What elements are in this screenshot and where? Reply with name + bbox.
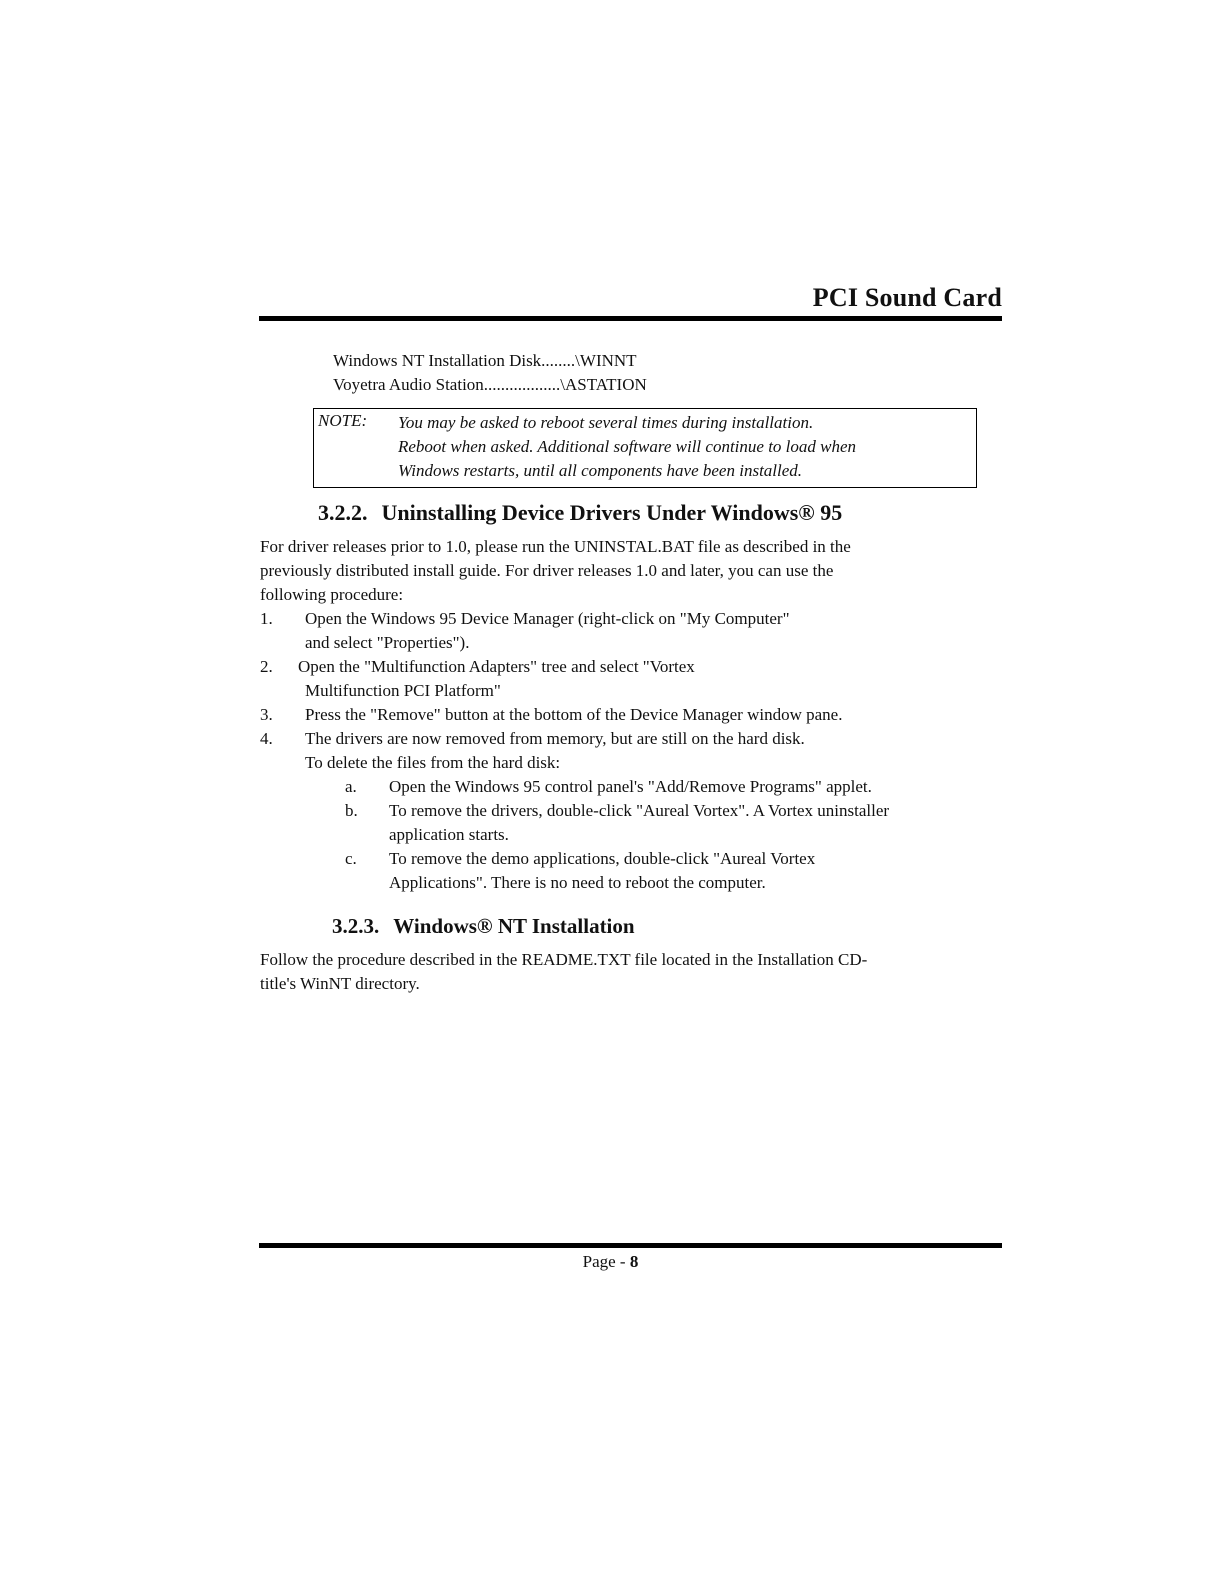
list-item-1 xyxy=(260,607,790,631)
sublist-item-continuation: Applications". There is no need to reboot the computer. xyxy=(389,873,766,892)
page-label: Page - xyxy=(582,1252,630,1271)
list-item-continuation: To delete the files from the hard disk: xyxy=(305,753,561,772)
header-rule xyxy=(259,316,1002,321)
note-line: Windows restarts, until all components have been installed. xyxy=(398,461,803,480)
directory-line: Voyetra Audio Station..................\ASTATION xyxy=(333,375,647,394)
section-number: 3.2.3. xyxy=(332,914,380,938)
section-number: 3.2.2. xyxy=(318,500,368,525)
list-item-continuation: Multifunction PCI Platform" xyxy=(305,681,501,700)
list-text: The drivers are now removed from memory, but are still on the hard disk. xyxy=(305,729,805,748)
page-number: 8 xyxy=(629,1252,639,1271)
section-title: Windows® NT Installation xyxy=(393,914,635,938)
footer-rule xyxy=(259,1243,1002,1248)
paragraph-line: For driver releases prior to 1.0, please run the UNINSTAL.BAT file as described in the xyxy=(260,537,851,556)
list-item-3 xyxy=(260,703,842,727)
note-text xyxy=(398,411,856,483)
section-title: Uninstalling Device Drivers Under Windows® 95 xyxy=(381,500,843,525)
list-text: Press the "Remove" button at the bottom of the Device Manager window pane. xyxy=(305,705,843,724)
paragraph-line: Follow the procedure described in the README.TXT file located in the Installation CD- xyxy=(260,950,868,969)
sublist-item-continuation: application starts. xyxy=(389,825,509,844)
page-header-title: PCI Sound Card xyxy=(812,283,1002,312)
note-box xyxy=(313,408,977,488)
list-number: 3. xyxy=(260,705,273,724)
list-item-2 xyxy=(260,655,695,679)
sublist-text: To remove the demo applications, double-click "Aureal Vortex xyxy=(389,849,816,868)
sublist-text: To remove the drivers, double-click "Aureal Vortex". A Vortex uninstaller xyxy=(389,801,890,820)
sublist-item-c xyxy=(345,847,815,871)
list-number: 2. xyxy=(260,657,273,676)
note-line: You may be asked to reboot several times during installation. xyxy=(398,413,814,432)
paragraph-line: title's WinNT directory. xyxy=(260,974,420,993)
paragraph-line: following procedure: xyxy=(260,585,404,604)
directory-line: Windows NT Installation Disk........\WINNT xyxy=(333,351,637,370)
sublist-letter: c. xyxy=(345,849,357,868)
sublist-item-a xyxy=(345,775,872,799)
section-heading-323 xyxy=(332,914,635,939)
list-text: Open the Windows 95 Device Manager (right-click on "My Computer" xyxy=(305,609,790,628)
paragraph-line: previously distributed install guide. For driver releases 1.0 and later, you can use the xyxy=(260,561,834,580)
list-item-4 xyxy=(260,727,805,751)
note-line: Reboot when asked. Additional software will continue to load when xyxy=(398,437,857,456)
list-item-continuation: and select "Properties"). xyxy=(305,633,470,652)
section-heading-322 xyxy=(318,500,842,526)
sublist-text: Open the Windows 95 control panel's "Add/Remove Programs" applet. xyxy=(389,777,872,796)
page-footer xyxy=(0,1252,1221,1272)
list-number: 4. xyxy=(260,729,273,748)
list-text: Open the "Multifunction Adapters" tree and select "Vortex xyxy=(298,657,695,676)
sublist-item-b xyxy=(345,799,889,823)
note-label: NOTE: xyxy=(318,411,368,430)
sublist-letter: a. xyxy=(345,777,357,796)
sublist-letter: b. xyxy=(345,801,358,820)
list-number: 1. xyxy=(260,609,273,628)
